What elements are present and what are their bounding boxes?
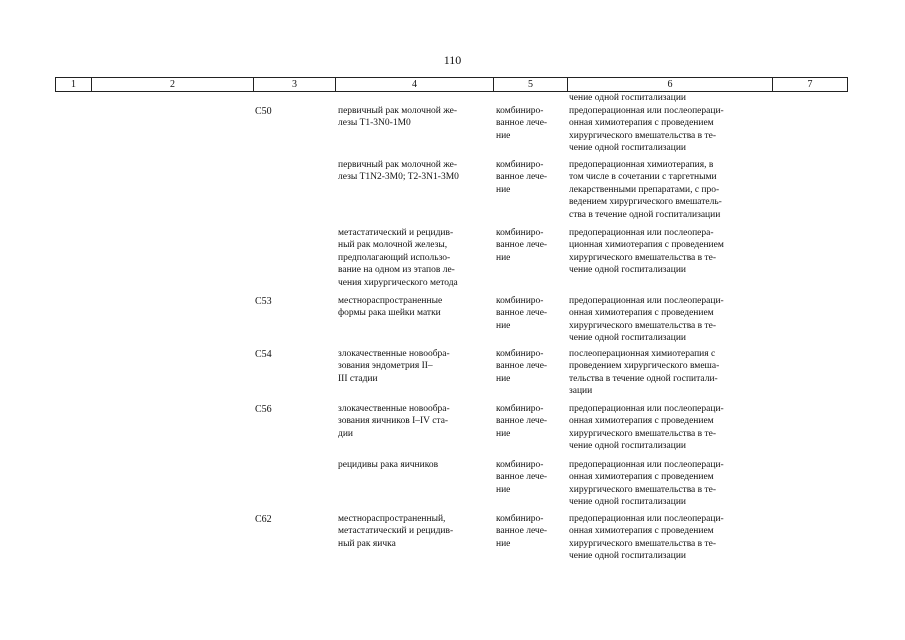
treatment-method-line: проведением хирургического вмеша-: [569, 361, 720, 372]
treatment-method-line: лекарственными препаратами, с про-: [569, 184, 720, 195]
diagnosis-text-line: зования эндометрия II–: [338, 361, 433, 372]
treatment-method-line: послеоперационная химиотерапия с: [569, 349, 716, 359]
treatment-method: [569, 159, 769, 221]
treatment-type-line: ние: [496, 538, 511, 549]
treatment-method-line: онная химиотерапия с проведением: [569, 526, 714, 537]
diagnosis-text: [338, 459, 490, 471]
diagnosis-text-line: злокачественные новообра-: [338, 349, 450, 359]
treatment-type: [496, 159, 565, 196]
treatment-type-line: ние: [496, 252, 511, 263]
diagnosis-text: [338, 295, 490, 320]
diagnosis-text-line: предполагающий использо-: [338, 252, 451, 263]
column-header-3: 3: [253, 78, 335, 91]
treatment-type-line: ванное лече-: [496, 526, 548, 537]
diagnosis-text-line: местнораспространенные: [338, 296, 443, 306]
column-header-2: 2: [91, 78, 253, 91]
treatment-method-line: том числе в сочетании с таргетными: [569, 172, 717, 183]
column-header-5: 5: [493, 78, 567, 91]
treatment-method-line: предоперационная или послеопераци-: [569, 514, 724, 524]
treatment-method: [569, 348, 769, 398]
treatment-method-line: хирургического вмешательства в те-: [569, 428, 717, 439]
diagnosis-text: [338, 513, 490, 550]
treatment-type-line: комбиниро-: [496, 106, 544, 116]
diagnosis-text-line: метастатический и рецидив-: [338, 526, 454, 537]
treatment-method-line: чение одной госпитализации: [569, 333, 687, 344]
diagnosis-text-line: дии: [338, 428, 354, 439]
column-header-4: 4: [335, 78, 493, 91]
treatment-type-line: комбиниро-: [496, 228, 544, 238]
diagnosis-text-line: метастатический и рецидив-: [338, 228, 454, 238]
treatment-method-line: предоперационная или послеопераци-: [569, 404, 724, 414]
diagnosis-text-line: зования яичников I–IV ста-: [338, 416, 449, 427]
table-header: [55, 77, 848, 92]
treatment-type-line: ванное лече-: [496, 308, 548, 319]
treatment-method: [569, 295, 769, 345]
diagnosis-text: [338, 159, 490, 184]
treatment-method: [569, 105, 769, 155]
treatment-method: [569, 459, 769, 509]
treatment-method-line: хирургического вмешательства в те-: [569, 484, 717, 495]
diagnosis-text-line: чения хирургического метода: [338, 277, 458, 288]
treatment-method-line: предоперационная или послеопераци-: [569, 460, 724, 470]
treatment-type-line: ние: [496, 428, 511, 439]
treatment-method-line: ведением хирургического вмешатель-: [569, 197, 722, 208]
icd-code: C62: [255, 514, 272, 525]
diagnosis-text-line: злокачественные новообра-: [338, 404, 450, 414]
treatment-type-line: ние: [496, 373, 511, 384]
treatment-type-line: комбиниро-: [496, 296, 544, 306]
diagnosis-text-line: лезы T1-3N0-1M0: [338, 118, 411, 129]
treatment-method-line: онная химиотерапия с проведением: [569, 118, 714, 129]
treatment-method-line: онная химиотерапия с проведением: [569, 472, 714, 483]
icd-code: C53: [255, 296, 272, 307]
treatment-type-line: ванное лече-: [496, 416, 548, 427]
diagnosis-text-line: формы рака шейки матки: [338, 308, 441, 319]
icd-code: C50: [255, 106, 272, 117]
treatment-type: [496, 403, 565, 440]
treatment-method-line: предоперационная химиотерапия, в: [569, 160, 714, 170]
diagnosis-text-line: ный рак молочной железы,: [338, 240, 448, 251]
treatment-method-line: онная химиотерапия с проведением: [569, 416, 714, 427]
page-number: 110: [443, 53, 462, 67]
treatment-method-line: предоперационная или послеопераци-: [569, 296, 724, 306]
treatment-method-line: чение одной госпитализации: [569, 265, 687, 276]
treatment-type: [496, 105, 565, 142]
treatment-type-line: комбиниро-: [496, 160, 544, 170]
treatment-type: [496, 227, 565, 264]
diagnosis-text-line: лезы T1N2-3M0; T2-3N1-3M0: [338, 172, 459, 183]
treatment-method-line: чение одной госпитализации: [569, 497, 687, 508]
treatment-type: [496, 459, 565, 496]
treatment-method-line: ства в течение одной госпитализации: [569, 209, 721, 220]
treatment-method-line: зации: [569, 386, 593, 397]
treatment-method-line: онная химиотерапия с проведением: [569, 308, 714, 319]
treatment-type-line: комбиниро-: [496, 404, 544, 414]
icd-code: C56: [255, 404, 272, 415]
diagnosis-text-line: ный рак яичка: [338, 538, 396, 549]
diagnosis-text-line: III стадии: [338, 373, 378, 384]
icd-code: C54: [255, 349, 272, 360]
diagnosis-text-line: вание на одном из этапов ле-: [338, 265, 455, 276]
treatment-method-line: тельства в течение одной госпитали-: [569, 373, 718, 384]
treatment-type-line: ванное лече-: [496, 240, 548, 251]
treatment-type-line: ние: [496, 320, 511, 331]
treatment-method-line: ционная химиотерапия с проведением: [569, 240, 724, 251]
diagnosis-text-line: первичный рак молочной же-: [338, 160, 458, 170]
diagnosis-text-line: рецидивы рака яичников: [338, 460, 439, 470]
treatment-method: [569, 227, 769, 277]
treatment-type-line: комбиниро-: [496, 460, 544, 470]
treatment-method-line: хирургического вмешательства в те-: [569, 130, 717, 141]
treatment-method-line: хирургического вмешательства в те-: [569, 538, 717, 549]
treatment-type: [496, 513, 565, 550]
column-header-1: 1: [55, 78, 91, 91]
diagnosis-text: [338, 105, 490, 130]
column-header-7: 7: [772, 78, 848, 91]
medical-table: [55, 77, 848, 562]
column-header-6: 6: [567, 78, 772, 91]
treatment-type-line: ние: [496, 184, 511, 195]
diagnosis-text-line: местнораспространенный,: [338, 514, 446, 524]
treatment-method-line: чение одной госпитализации: [569, 551, 687, 562]
treatment-type-line: ванное лече-: [496, 118, 548, 129]
treatment-type-line: ние: [496, 484, 511, 495]
treatment-type-line: комбиниро-: [496, 349, 544, 359]
treatment-type-line: ванное лече-: [496, 472, 548, 483]
treatment-method-line: предоперационная или послеопера-: [569, 228, 714, 238]
treatment-method-line: хирургического вмешательства в те-: [569, 252, 717, 263]
diagnosis-text-line: первичный рак молочной же-: [338, 106, 458, 116]
diagnosis-text: [338, 348, 490, 385]
treatment-type-line: ние: [496, 130, 511, 141]
treatment-method-line: чение одной госпитализации: [569, 441, 687, 452]
treatment-method-line: предоперационная или послеопераци-: [569, 106, 724, 116]
treatment-type: [496, 295, 565, 332]
treatment-type-line: комбиниро-: [496, 514, 544, 524]
diagnosis-text: [338, 403, 490, 440]
treatment-method-line: хирургического вмешательства в те-: [569, 320, 717, 331]
treatment-method-line: чение одной госпитализации: [569, 143, 687, 154]
treatment-type: [496, 348, 565, 385]
treatment-type-line: ванное лече-: [496, 361, 548, 372]
treatment-method: [569, 403, 769, 453]
treatment-type-line: ванное лече-: [496, 172, 548, 183]
diagnosis-text: [338, 227, 490, 289]
continued-text: чение одной госпитализации: [569, 93, 687, 103]
treatment-method: [569, 513, 769, 563]
